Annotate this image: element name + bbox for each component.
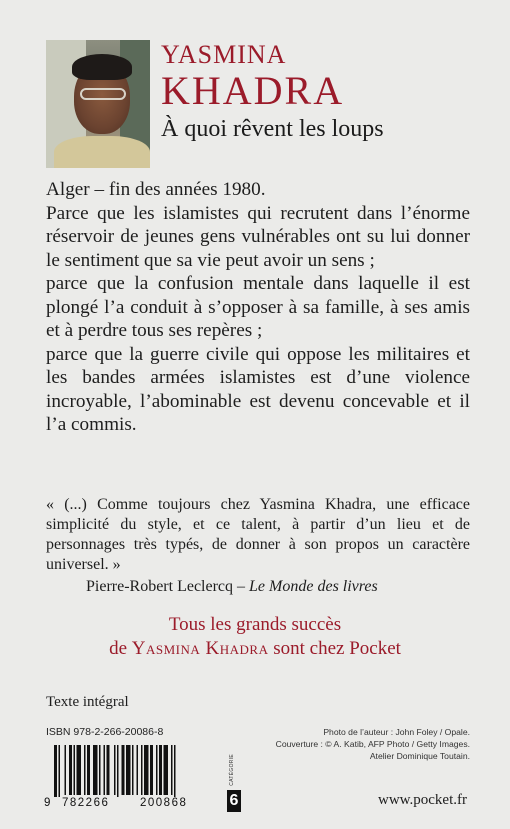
quote-text: « (...) Comme toujours chez Yasmina Khadra, une efficace simplicité du style, et ce talent, à partir d’un lieu et de personnages très typés, de donner à son propos un caractère universel. » xyxy=(46,496,470,573)
barcode xyxy=(44,745,216,811)
author-photo xyxy=(46,40,150,168)
blurb-line: parce que la confusion mentale dans laquelle il est plongé l’a conduit à s’opposer à sa famille, à ses amis et à perdre tous ses repères ; xyxy=(46,273,470,341)
isbn: ISBN 978-2-266-20086-8 xyxy=(46,726,164,738)
credit-line: Couverture : © A. Katib, AFP Photo / Getty Images. xyxy=(275,739,470,749)
promo-pre: de xyxy=(109,638,132,659)
category-value: 6 xyxy=(227,790,241,812)
blurb-line: parce que la guerre civile qui oppose les militaires et les bandes armées islamistes est d’une violence incroyable, l’abominable est devenu concevable et il l’a commis. xyxy=(46,343,470,435)
promo-author: Yasmina Khadra xyxy=(131,638,269,659)
author-last-name: KHADRA xyxy=(161,68,345,113)
barcode-digits-3: 200868 xyxy=(140,797,188,809)
barcode-digit-1: 9 xyxy=(44,797,51,809)
blurb xyxy=(46,178,470,437)
press-quote xyxy=(46,495,470,575)
website-link[interactable]: www.pocket.fr xyxy=(378,792,467,808)
barcode-bars xyxy=(54,745,226,797)
credit-line: Atelier Dominique Toutain. xyxy=(369,751,470,761)
barcode-digits-2: 782266 xyxy=(62,797,110,809)
blurb-line: Parce que les islamistes qui recrutent dans l’énorme réservoir de jeunes gens vulnérables ont su lui donner le sentiment que sa vie peut avoir un sens ; xyxy=(46,202,470,271)
promo-post: sont chez Pocket xyxy=(268,638,401,659)
book-title: À quoi rêvent les loups xyxy=(161,116,384,142)
quote-attribution xyxy=(86,578,378,596)
blurb-line: Alger – fin des années 1980. xyxy=(46,179,266,200)
promo-line-2 xyxy=(0,638,510,660)
promo-line-1: Tous les grands succès xyxy=(168,614,342,635)
quote-author: Pierre-Robert Leclercq xyxy=(86,578,234,595)
category-label: CATÉGORIE xyxy=(229,754,235,786)
credits xyxy=(276,726,470,762)
author-first-name: YASMINA xyxy=(161,40,287,69)
quote-dash: – xyxy=(233,578,250,595)
quote-source: Le Monde des livres xyxy=(249,578,378,595)
credit-line: Photo de l’auteur : John Foley / Opale. xyxy=(323,727,470,737)
edition-note: Texte intégral xyxy=(46,694,129,710)
